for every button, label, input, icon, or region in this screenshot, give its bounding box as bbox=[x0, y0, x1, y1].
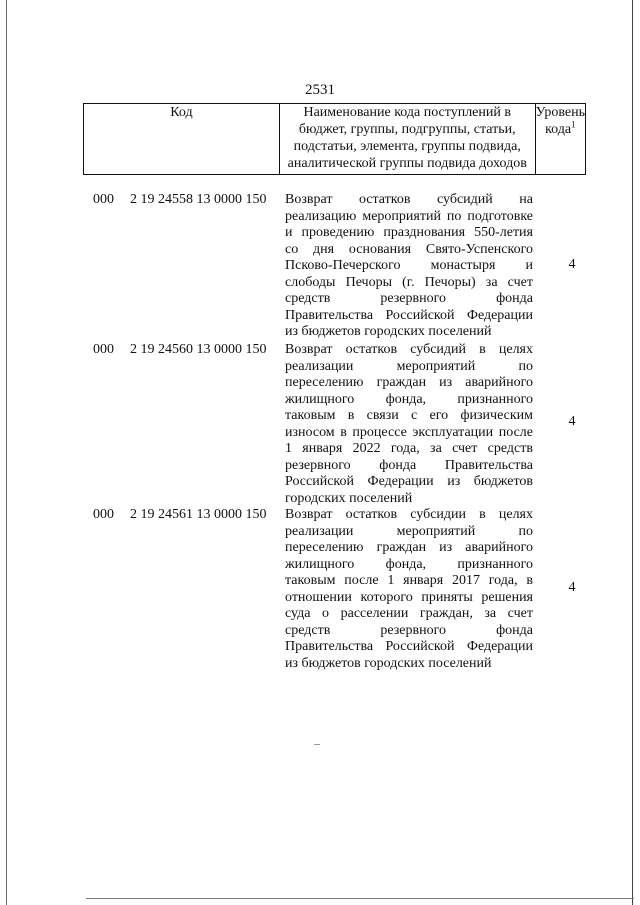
revenue-name-line: из бюджетов городских поселений bbox=[285, 324, 492, 339]
revenue-name-line: Правительства Российской Федерации bbox=[285, 639, 533, 654]
revenue-name-line: Возврат остатков субсидии в целях bbox=[285, 507, 533, 522]
footnote-marker: 1 bbox=[571, 119, 576, 130]
header-name-cell bbox=[279, 104, 535, 175]
header-code-label: Код bbox=[170, 105, 193, 120]
header-level-label: Уровень bbox=[535, 105, 585, 120]
page-frame-right-edge bbox=[632, 0, 633, 905]
revenue-name-line: со дня основания Свято-Успенского bbox=[285, 241, 533, 257]
revenue-code: 2 19 24561 13 0000 150 bbox=[130, 507, 267, 522]
revenue-name-line: Псково-Печерского монастыря и bbox=[285, 258, 533, 273]
revenue-name-line: средств резервного фонда bbox=[285, 291, 533, 306]
header-level-cell bbox=[535, 104, 585, 175]
revenue-name-line: Возврат остатков субсидий на bbox=[285, 192, 533, 207]
table-header bbox=[83, 103, 586, 175]
code-level: 4 bbox=[568, 257, 576, 272]
revenue-name-line: жилищного фонда, признанного bbox=[285, 391, 533, 407]
scan-mark bbox=[314, 744, 320, 745]
revenue-name bbox=[285, 507, 533, 672]
header-name-line: подстатьи, элемента, группы подвида, bbox=[293, 139, 521, 154]
revenue-name-line: реализации мероприятий по bbox=[285, 523, 533, 539]
revenue-name-line: суда о расселении граждан, за счет bbox=[285, 606, 533, 621]
revenue-name-line: слободы Печоры (г. Печоры) за счет bbox=[285, 274, 533, 290]
admin-code: 000 bbox=[93, 342, 114, 357]
page-frame-left-edge bbox=[6, 0, 7, 905]
revenue-name-line: реализации мероприятий по bbox=[285, 358, 533, 374]
revenue-name-line: таковым в связи с его физическим bbox=[285, 408, 533, 423]
revenue-name-line: жилищного фонда, признанного bbox=[285, 556, 533, 572]
revenue-name-line: Правительства Российской Федерации bbox=[285, 307, 533, 323]
header-level-label-2: кода bbox=[545, 122, 572, 137]
page-frame-bottom-edge bbox=[86, 898, 634, 899]
revenue-name-line: переселению граждан из аварийного bbox=[285, 540, 533, 555]
revenue-code: 2 19 24560 13 0000 150 bbox=[130, 342, 267, 357]
page-number: 2531 bbox=[305, 82, 335, 98]
revenue-name-line: таковым после 1 января 2017 года, в bbox=[285, 573, 533, 588]
revenue-name-line: городских поселений bbox=[285, 490, 413, 506]
revenue-name-line: отношении которого приняты решения bbox=[285, 589, 533, 605]
code-level: 4 bbox=[568, 580, 576, 595]
admin-code: 000 bbox=[93, 507, 114, 522]
revenue-name-line: переселению граждан из аварийного bbox=[285, 375, 533, 390]
revenue-name-line: средств резервного фонда bbox=[285, 622, 533, 638]
revenue-name-line: 1 января 2022 года, за счет средств bbox=[285, 441, 533, 456]
revenue-name-line: Российской Федерации из бюджетов bbox=[285, 474, 533, 489]
revenue-name-line: износом в процессе эксплуатации после bbox=[285, 424, 533, 440]
revenue-name bbox=[285, 342, 533, 507]
code-level: 4 bbox=[568, 414, 576, 429]
revenue-name-line: резервного фонда Правительства bbox=[285, 457, 533, 473]
revenue-name bbox=[285, 192, 533, 341]
revenue-code: 2 19 24558 13 0000 150 bbox=[130, 192, 267, 207]
header-name-line: Наименование кода поступлений в bbox=[303, 105, 511, 120]
revenue-name-line: реализацию мероприятий по подготовке bbox=[285, 208, 533, 224]
revenue-name-line: из бюджетов городских поселений bbox=[285, 655, 492, 671]
header-code-cell bbox=[84, 104, 280, 175]
admin-code: 000 bbox=[93, 192, 114, 207]
header-name-line: бюджет, группы, подгруппы, статьи, bbox=[298, 122, 516, 137]
revenue-name-line: и проведению празднования 550-летия bbox=[285, 225, 533, 240]
header-name-line: аналитической группы подвида доходов bbox=[287, 156, 527, 171]
revenue-name-line: Возврат остатков субсидий в целях bbox=[285, 342, 533, 357]
